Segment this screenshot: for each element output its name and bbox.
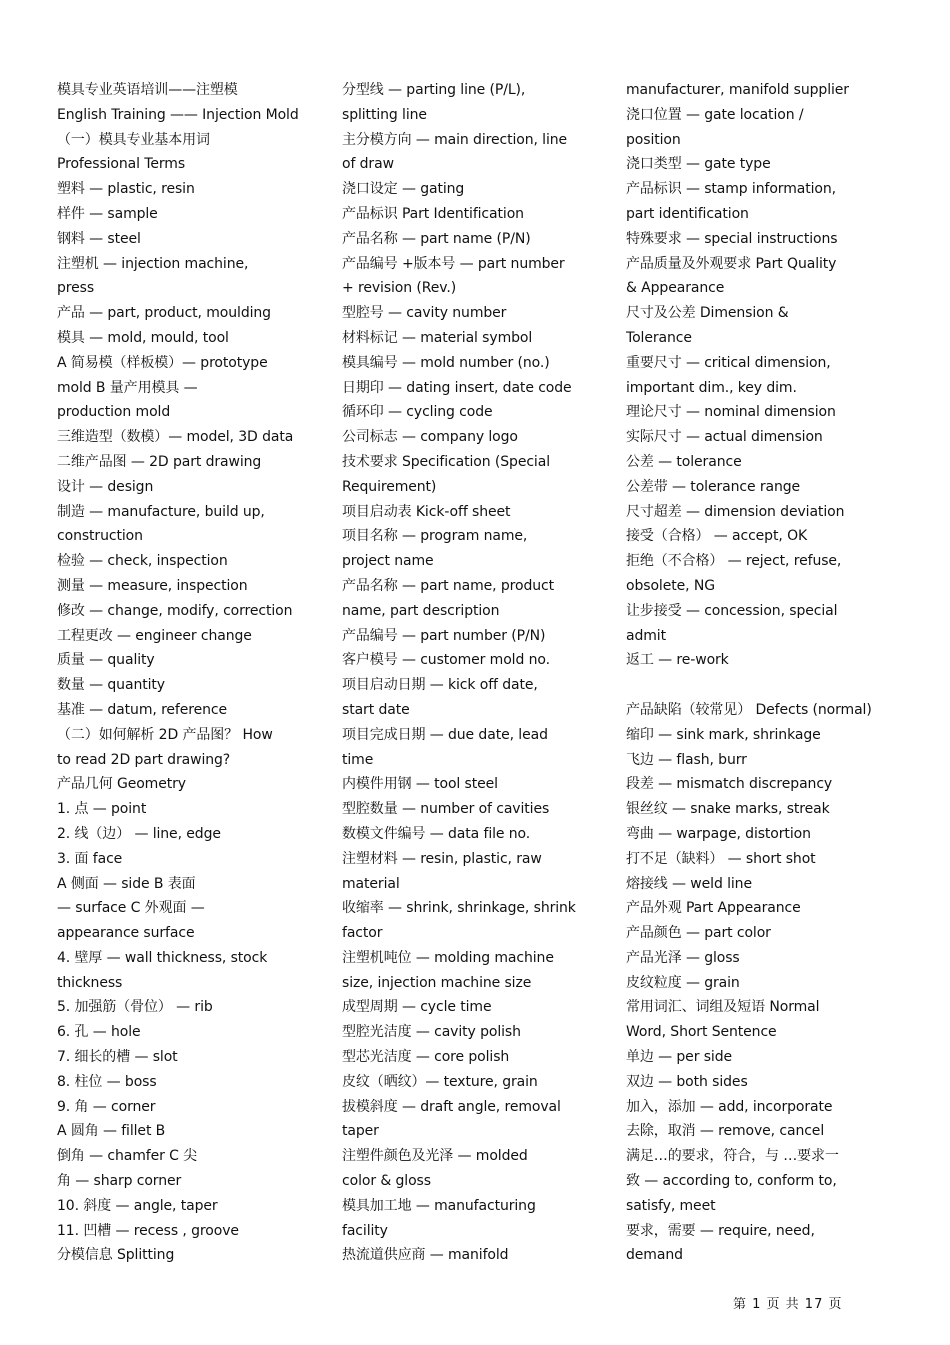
text-line: Word, Short Sentence bbox=[626, 1024, 777, 1041]
text-line: 4. 壁厚 — wall thickness, stock bbox=[57, 949, 268, 966]
text-line: 注塑件颜色及光泽 — molded bbox=[342, 1148, 528, 1165]
text-line: — surface C 外观面 — bbox=[57, 900, 205, 917]
text-line: manufacturer, manifold supplier bbox=[626, 82, 849, 98]
text-line: 产品名称 — part name (P/N) bbox=[342, 230, 531, 247]
text-line: 银丝纹 — snake marks, streak bbox=[626, 801, 830, 818]
text-line: 5. 加强筋（骨位） — rib bbox=[57, 999, 213, 1016]
text-line: 尺寸超差 — dimension deviation bbox=[626, 503, 845, 520]
text-line: 弯曲 — warpage, distortion bbox=[626, 825, 811, 842]
text-line: 浇口设定 — gating bbox=[342, 181, 465, 198]
text-line: 公司标志 — company logo bbox=[342, 429, 518, 446]
text-line: appearance surface bbox=[57, 925, 195, 942]
text-line: A 侧面 — side B 表面 bbox=[57, 875, 196, 892]
text-line: 型腔光洁度 — cavity polish bbox=[342, 1024, 521, 1041]
text-line: 工程更改 — engineer change bbox=[57, 627, 252, 644]
text-line: 熔接线 — weld line bbox=[626, 875, 752, 892]
text-line: 拒绝（不合格） — reject, refuse, bbox=[626, 553, 842, 570]
text-line: Tolerance bbox=[626, 329, 692, 346]
text-line: 模具 — mold, mould, tool bbox=[57, 329, 229, 346]
text-line: 产品质量及外观要求 Part Quality bbox=[626, 255, 837, 272]
text-line: 打不足（缺料） — short shot bbox=[626, 850, 816, 867]
text-line: 满足…的要求，符合，与 …要求一 bbox=[626, 1148, 839, 1165]
text-line: 日期印 — dating insert, date code bbox=[342, 379, 572, 396]
text-line: name, part description bbox=[342, 602, 500, 619]
text-line: time bbox=[342, 751, 374, 768]
text-line: satisfy, meet bbox=[626, 1197, 716, 1214]
text-line: 质量 — quality bbox=[57, 652, 155, 669]
text-line: of draw bbox=[342, 156, 394, 173]
text-line: 三维造型（数模）— model, 3D data bbox=[57, 429, 294, 446]
text-line: 制造 — manufacture, build up, bbox=[57, 503, 265, 520]
text-line: 客户模号 — customer mold no. bbox=[342, 652, 550, 669]
text-line: A 圆角 — fillet B bbox=[57, 1123, 166, 1140]
text-line: 数量 — quantity bbox=[57, 677, 165, 694]
text-line: 基准 — datum, reference bbox=[57, 701, 228, 718]
text-line: 7. 细长的槽 — slot bbox=[57, 1049, 178, 1066]
text-line: 钢料 — steel bbox=[57, 230, 141, 247]
text-line: 产品编号 +版本号 — part number bbox=[342, 255, 565, 272]
text-line: 角 — sharp corner bbox=[57, 1173, 182, 1190]
text-line: 材料标记 — material symbol bbox=[342, 329, 533, 346]
text-line: 返工 — re-work bbox=[626, 652, 729, 669]
text-line: English Training —— Injection Mold bbox=[57, 106, 299, 123]
text-line: 塑料 — plastic, resin bbox=[57, 181, 195, 198]
text-line: & Appearance bbox=[626, 280, 725, 297]
text-line: 模具专业英语培训——注塑模 bbox=[57, 82, 238, 98]
text-line: 段差 — mismatch discrepancy bbox=[626, 776, 833, 793]
text-line: 2. 线（边） — line, edge bbox=[57, 825, 221, 842]
text-line: factor bbox=[342, 925, 383, 942]
text-line: 产品几何 Geometry bbox=[57, 776, 186, 793]
text-line: 公差带 — tolerance range bbox=[626, 478, 801, 495]
text-line: taper bbox=[342, 1123, 379, 1140]
text-line: 产品光泽 — gloss bbox=[626, 949, 740, 966]
text-line: 数模文件编号 — data file no. bbox=[342, 825, 531, 842]
text-line: 测量 — measure, inspection bbox=[57, 577, 248, 594]
text-line: position bbox=[626, 131, 681, 148]
text-line: 产品名称 — part name, product bbox=[342, 577, 555, 594]
text-line: part identification bbox=[626, 205, 749, 222]
text-line: 8. 柱位 — boss bbox=[57, 1073, 157, 1090]
text-line: Requirement) bbox=[342, 478, 437, 495]
text-line: material bbox=[342, 875, 400, 892]
text-line: 注塑材料 — resin, plastic, raw bbox=[342, 850, 542, 867]
text-line: 10. 斜度 — angle, taper bbox=[57, 1197, 218, 1214]
text-line: 让步接受 — concession, special bbox=[626, 602, 838, 619]
text-line: 理论尺寸 — nominal dimension bbox=[626, 404, 836, 421]
text-line: splitting line bbox=[342, 106, 427, 123]
text-line: 产品缺陷（较常见） Defects (normal) bbox=[626, 701, 872, 718]
text-line: 1. 点 — point bbox=[57, 801, 147, 818]
text-line: 注塑机吨位 — molding machine bbox=[342, 949, 554, 966]
text-line: 产品标识 Part Identification bbox=[342, 205, 524, 222]
text-line: + revision (Rev.) bbox=[342, 280, 457, 297]
text-line: 项目启动表 Kick-off sheet bbox=[342, 503, 511, 520]
text-line: 产品颜色 — part color bbox=[626, 925, 771, 942]
text-line: （一）模具专业基本用词 bbox=[57, 131, 210, 148]
text-line: 检验 — check, inspection bbox=[57, 553, 228, 570]
text-line: 皮纹（晒纹）— texture, grain bbox=[342, 1073, 538, 1090]
text-line: 项目启动日期 — kick off date, bbox=[342, 677, 538, 694]
text-line: color & gloss bbox=[342, 1173, 431, 1190]
text-line: 11. 凹槽 — recess , groove bbox=[57, 1222, 239, 1239]
text-line: 收缩率 — shrink, shrinkage, shrink bbox=[342, 900, 576, 917]
text-line: 技术要求 Specification (Special bbox=[342, 453, 550, 470]
text-line: A 简易模（样板模）— prototype bbox=[57, 354, 268, 371]
text-line: project name bbox=[342, 553, 434, 570]
text-line: 9. 角 — corner bbox=[57, 1098, 156, 1115]
text-line: 加入，添加 — add, incorporate bbox=[626, 1098, 833, 1115]
text-line: 产品编号 — part number (P/N) bbox=[342, 627, 546, 644]
text-line: 修改 — change, modify, correction bbox=[57, 602, 293, 619]
text-line: 项目完成日期 — due date, lead bbox=[342, 726, 548, 743]
text-line: Professional Terms bbox=[57, 156, 186, 173]
text-line: 去除，取消 — remove, cancel bbox=[626, 1123, 825, 1140]
text-column-3 bbox=[626, 78, 878, 1268]
page-footer: 第 1 页 共 17 页 bbox=[733, 1297, 843, 1312]
text-line: 循环印 — cycling code bbox=[342, 404, 493, 421]
text-line: 6. 孔 — hole bbox=[57, 1024, 141, 1041]
text-line: 样件 — sample bbox=[57, 205, 158, 222]
text-line: 产品 — part, product, moulding bbox=[57, 305, 271, 322]
text-line: 项目名称 — program name, bbox=[342, 528, 528, 545]
text-line: 模具编号 — mold number (no.) bbox=[342, 354, 550, 371]
text-line: 热流道供应商 — manifold bbox=[342, 1247, 509, 1264]
text-line: 分模信息 Splitting bbox=[57, 1247, 175, 1264]
text-line: construction bbox=[57, 528, 143, 545]
text-line: production mold bbox=[57, 404, 171, 421]
text-line: 内模件用钢 — tool steel bbox=[342, 776, 498, 793]
text-line: 二维产品图 — 2D part drawing bbox=[57, 453, 262, 470]
text-column-1 bbox=[57, 78, 307, 1268]
text-line: 飞边 — flash, burr bbox=[626, 751, 747, 768]
text-line: press bbox=[57, 280, 95, 297]
text-line: 浇口位置 — gate location / bbox=[626, 106, 804, 123]
text-line: 分型线 — parting line (P/L), bbox=[342, 82, 526, 98]
text-line: to read 2D part drawing? bbox=[57, 751, 231, 768]
text-line: 单边 — per side bbox=[626, 1049, 732, 1066]
text-line: demand bbox=[626, 1247, 683, 1264]
text-line: 产品标识 — stamp information, bbox=[626, 181, 836, 198]
text-line: 型腔号 — cavity number bbox=[342, 305, 507, 322]
text-line: 3. 面 face bbox=[57, 850, 123, 867]
text-line: 实际尺寸 — actual dimension bbox=[626, 429, 823, 446]
text-line: 拔模斜度 — draft angle, removal bbox=[342, 1098, 561, 1115]
text-line: （二）如何解析 2D 产品图？ How bbox=[57, 726, 273, 743]
text-line: 接受（合格） — accept, OK bbox=[626, 528, 808, 545]
text-line: 常用词汇、词组及短语 Normal bbox=[626, 999, 820, 1016]
text-line: 要求，需要 — require, need, bbox=[626, 1222, 815, 1239]
text-line: 公差 — tolerance bbox=[626, 453, 742, 470]
text-line: 注塑机 — injection machine, bbox=[57, 255, 249, 272]
text-line: 产品外观 Part Appearance bbox=[626, 900, 801, 917]
text-line: 皮纹粒度 — grain bbox=[626, 974, 740, 991]
text-line: size, injection machine size bbox=[342, 974, 532, 991]
text-line: 缩印 — sink mark, shrinkage bbox=[626, 726, 821, 743]
text-line bbox=[626, 673, 878, 698]
text-line: 特殊要求 — special instructions bbox=[626, 230, 838, 247]
text-line: 倒角 — chamfer C 尖 bbox=[57, 1148, 198, 1165]
text-line: thickness bbox=[57, 974, 123, 991]
text-line: 型芯光洁度 — core polish bbox=[342, 1049, 510, 1066]
text-line: 模具加工地 — manufacturing bbox=[342, 1197, 536, 1214]
text-line: 尺寸及公差 Dimension & bbox=[626, 305, 789, 322]
text-line: obsolete, NG bbox=[626, 577, 715, 594]
text-line: 浇口类型 — gate type bbox=[626, 156, 771, 173]
text-line: important dim., key dim. bbox=[626, 379, 797, 396]
text-line: 重要尺寸 — critical dimension, bbox=[626, 354, 831, 371]
text-line: facility bbox=[342, 1222, 388, 1239]
text-line: 双边 — both sides bbox=[626, 1073, 748, 1090]
text-line: 型腔数量 — number of cavities bbox=[342, 801, 550, 818]
text-line: 致 — according to, conform to, bbox=[626, 1173, 837, 1190]
text-line: 成型周期 — cycle time bbox=[342, 999, 492, 1016]
text-line: 设计 — design bbox=[57, 478, 154, 495]
text-column-2 bbox=[342, 78, 592, 1268]
text-line: mold B 量产用模具 — bbox=[57, 379, 198, 396]
text-line: 主分模方向 — main direction, line bbox=[342, 131, 568, 148]
text-line: admit bbox=[626, 627, 666, 644]
text-line: start date bbox=[342, 701, 410, 718]
